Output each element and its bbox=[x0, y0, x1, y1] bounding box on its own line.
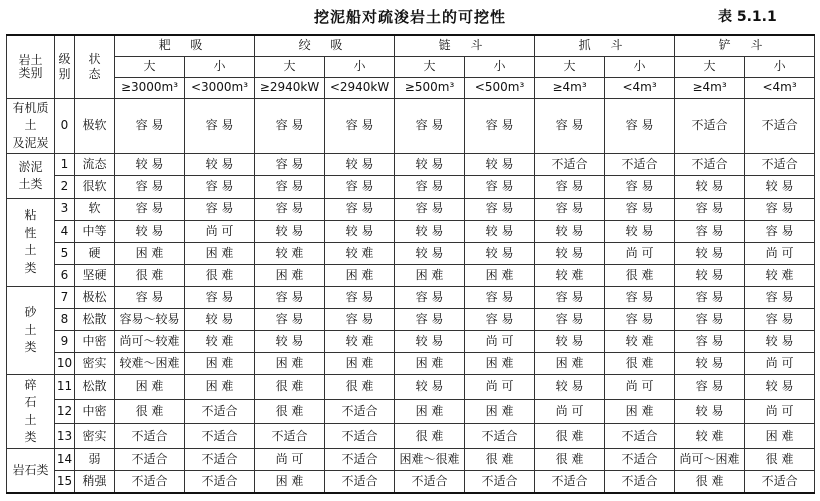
rating-cell: 不适合 bbox=[325, 399, 395, 424]
rating-cell: 容 易 bbox=[395, 198, 465, 220]
rating-cell: 较 易 bbox=[115, 154, 185, 176]
table-row bbox=[7, 308, 815, 330]
rating-cell: 容 易 bbox=[535, 286, 605, 308]
rating-cell: 容 易 bbox=[115, 286, 185, 308]
rating-cell: 不适合 bbox=[115, 449, 185, 471]
rating-cell: 尚可～困难 bbox=[675, 449, 745, 471]
category-label-line: 淤泥 bbox=[18, 159, 43, 174]
rating-cell: 困 难 bbox=[465, 352, 535, 374]
rating-cell: 较 难 bbox=[745, 264, 815, 286]
state-cell: 密实 bbox=[75, 352, 115, 374]
rating-cell: 不适合 bbox=[745, 154, 815, 176]
dredger-group-4: 铲 斗 bbox=[675, 35, 815, 56]
state-cell: 很软 bbox=[75, 176, 115, 198]
state-cell: 松散 bbox=[75, 308, 115, 330]
rating-cell: 较 易 bbox=[675, 242, 745, 264]
state-cell: 松散 bbox=[75, 375, 115, 400]
rating-cell: 容 易 bbox=[395, 308, 465, 330]
rating-cell: 容 易 bbox=[185, 286, 255, 308]
rating-cell: 容 易 bbox=[535, 176, 605, 198]
rating-cell: 容 易 bbox=[255, 198, 325, 220]
dredger-group-3: 抓 斗 bbox=[535, 35, 675, 56]
rating-cell: 较 易 bbox=[675, 352, 745, 374]
rating-cell: 容 易 bbox=[255, 286, 325, 308]
state-cell: 弱 bbox=[75, 449, 115, 471]
header-category bbox=[7, 35, 55, 98]
rating-cell: 较 易 bbox=[185, 154, 255, 176]
rating-cell: 容 易 bbox=[395, 286, 465, 308]
rating-cell: 较 易 bbox=[185, 308, 255, 330]
rating-cell: 不适合 bbox=[745, 471, 815, 493]
rating-cell: 较 易 bbox=[255, 330, 325, 352]
rating-cell: 较 难 bbox=[325, 330, 395, 352]
rating-cell: 较 易 bbox=[465, 154, 535, 176]
rating-cell: 不适合 bbox=[325, 424, 395, 449]
rating-cell: 困 难 bbox=[325, 352, 395, 374]
dredger-spec-0-1: <3000m³ bbox=[185, 77, 255, 98]
table-body bbox=[7, 98, 815, 493]
category-label bbox=[11, 462, 51, 479]
rating-cell: 困难～很难 bbox=[395, 449, 465, 471]
dredger-spec-2-0: ≥500m³ bbox=[395, 77, 465, 98]
state-cell: 极软 bbox=[75, 98, 115, 154]
rating-cell: 不适合 bbox=[675, 98, 745, 154]
rating-cell: 容 易 bbox=[255, 308, 325, 330]
table-row bbox=[7, 154, 815, 176]
category-label-line: 土 bbox=[24, 322, 37, 337]
dredger-spec-0-0: ≥3000m³ bbox=[115, 77, 185, 98]
category-label-line: 岩石类 bbox=[12, 462, 49, 477]
rating-cell: 不适合 bbox=[255, 424, 325, 449]
rating-cell: 容 易 bbox=[255, 154, 325, 176]
rating-cell: 不适合 bbox=[605, 424, 675, 449]
rating-cell: 容 易 bbox=[115, 176, 185, 198]
rating-cell: 很 难 bbox=[395, 424, 465, 449]
header-grade bbox=[55, 35, 75, 98]
category-label-line: 土类 bbox=[18, 176, 43, 191]
rating-cell: 很 难 bbox=[185, 264, 255, 286]
rating-cell: 不适合 bbox=[185, 449, 255, 471]
header-row-groups bbox=[7, 35, 815, 56]
table-row bbox=[7, 220, 815, 242]
grade-cell: 14 bbox=[55, 449, 75, 471]
rating-cell: 容 易 bbox=[325, 98, 395, 154]
rating-cell: 很 难 bbox=[535, 449, 605, 471]
rating-cell: 较 易 bbox=[675, 176, 745, 198]
rating-cell: 尚 可 bbox=[465, 330, 535, 352]
dredger-spec-4-1: <4m³ bbox=[745, 77, 815, 98]
rating-cell: 不适合 bbox=[605, 449, 675, 471]
category-label-line: 有机质 bbox=[12, 100, 49, 115]
rating-cell: 困 难 bbox=[185, 375, 255, 400]
rating-cell: 较 难 bbox=[255, 242, 325, 264]
category-label-line: 土 bbox=[24, 243, 37, 258]
grade-cell: 8 bbox=[55, 308, 75, 330]
rating-cell: 尚 可 bbox=[745, 352, 815, 374]
table-row bbox=[7, 176, 815, 198]
rating-cell: 容 易 bbox=[745, 308, 815, 330]
grade-cell: 0 bbox=[55, 98, 75, 154]
category-label-line: 类 bbox=[24, 260, 37, 275]
rating-cell: 很 难 bbox=[255, 399, 325, 424]
table-title: 挖泥船对疏浚岩土的可挖性 bbox=[313, 8, 506, 26]
rating-cell: 容 易 bbox=[325, 176, 395, 198]
grade-cell: 9 bbox=[55, 330, 75, 352]
rating-cell: 容 易 bbox=[465, 198, 535, 220]
rating-cell: 尚 可 bbox=[605, 242, 675, 264]
dredger-size-1-1: 小 bbox=[325, 56, 395, 77]
category-cell bbox=[7, 198, 55, 286]
rating-cell: 很 难 bbox=[115, 399, 185, 424]
rating-cell: 困 难 bbox=[325, 264, 395, 286]
rating-cell: 较 易 bbox=[255, 220, 325, 242]
category-label bbox=[11, 100, 51, 152]
category-label-line: 性 bbox=[24, 225, 37, 240]
rating-cell: 尚 可 bbox=[745, 399, 815, 424]
rating-cell: 容 易 bbox=[745, 220, 815, 242]
rating-cell: 很 难 bbox=[465, 449, 535, 471]
rating-cell: 容 易 bbox=[185, 98, 255, 154]
state-cell: 流态 bbox=[75, 154, 115, 176]
rating-cell: 尚 可 bbox=[535, 399, 605, 424]
rating-cell: 容 易 bbox=[535, 198, 605, 220]
category-label-line: 砂 bbox=[24, 305, 37, 320]
header-row-sizes bbox=[7, 56, 815, 77]
rating-cell: 困 难 bbox=[115, 375, 185, 400]
rating-cell: 很 难 bbox=[675, 471, 745, 493]
dredger-spec-4-0: ≥4m³ bbox=[675, 77, 745, 98]
rating-cell: 尚 可 bbox=[745, 242, 815, 264]
rating-cell: 不适合 bbox=[465, 471, 535, 493]
rating-cell: 容 易 bbox=[395, 176, 465, 198]
grade-cell: 10 bbox=[55, 352, 75, 374]
rating-cell: 很 难 bbox=[535, 424, 605, 449]
rating-cell: 较 难 bbox=[535, 264, 605, 286]
rating-cell: 容 易 bbox=[465, 286, 535, 308]
rating-cell: 容 易 bbox=[465, 308, 535, 330]
table-row bbox=[7, 198, 815, 220]
table-row bbox=[7, 352, 815, 374]
grade-cell: 2 bbox=[55, 176, 75, 198]
rating-cell: 较 易 bbox=[745, 375, 815, 400]
category-cell bbox=[7, 449, 55, 493]
grade-cell: 12 bbox=[55, 399, 75, 424]
rating-cell: 较 易 bbox=[395, 330, 465, 352]
table-row bbox=[7, 449, 815, 471]
table-header bbox=[7, 35, 815, 98]
rating-cell: 容 易 bbox=[675, 220, 745, 242]
rating-cell: 较 难 bbox=[325, 242, 395, 264]
category-label-line: 碎 bbox=[24, 377, 37, 392]
state-cell: 中等 bbox=[75, 220, 115, 242]
rating-cell: 容 易 bbox=[325, 198, 395, 220]
rating-cell: 很 难 bbox=[255, 375, 325, 400]
table-row bbox=[7, 424, 815, 449]
rating-cell: 较 难 bbox=[185, 330, 255, 352]
rating-cell: 容 易 bbox=[535, 308, 605, 330]
rating-cell: 较 易 bbox=[675, 399, 745, 424]
rating-cell: 困 难 bbox=[255, 352, 325, 374]
dredger-group-1: 绞 吸 bbox=[255, 35, 395, 56]
rating-cell: 很 难 bbox=[605, 352, 675, 374]
category-label bbox=[11, 159, 51, 194]
category-cell bbox=[7, 154, 55, 198]
state-cell: 硬 bbox=[75, 242, 115, 264]
category-label-line: 及泥炭 bbox=[12, 135, 49, 150]
header-grade-label: 级别 bbox=[58, 52, 71, 81]
grade-cell: 13 bbox=[55, 424, 75, 449]
state-cell: 极松 bbox=[75, 286, 115, 308]
rating-cell: 容 易 bbox=[465, 176, 535, 198]
dredger-size-0-1: 小 bbox=[185, 56, 255, 77]
rating-cell: 较难～困难 bbox=[115, 352, 185, 374]
rating-cell: 较 易 bbox=[535, 330, 605, 352]
state-cell: 密实 bbox=[75, 424, 115, 449]
category-label-line: 土 bbox=[24, 118, 37, 133]
rating-cell: 困 难 bbox=[395, 264, 465, 286]
dredger-group-2: 链 斗 bbox=[395, 35, 535, 56]
rating-cell: 容易～较易 bbox=[115, 308, 185, 330]
dredger-spec-3-0: ≥4m³ bbox=[535, 77, 605, 98]
rating-cell: 困 难 bbox=[535, 352, 605, 374]
rating-cell: 较 易 bbox=[395, 375, 465, 400]
rating-cell: 不适合 bbox=[535, 154, 605, 176]
dredger-size-3-0: 大 bbox=[535, 56, 605, 77]
rating-cell: 容 易 bbox=[605, 176, 675, 198]
dredger-group-0: 耙 吸 bbox=[115, 35, 255, 56]
rating-cell: 不适合 bbox=[395, 471, 465, 493]
rating-cell: 容 易 bbox=[465, 98, 535, 154]
excavatability-table bbox=[6, 34, 815, 494]
rating-cell: 容 易 bbox=[675, 286, 745, 308]
rating-cell: 不适合 bbox=[535, 471, 605, 493]
rating-cell: 容 易 bbox=[325, 308, 395, 330]
rating-cell: 容 易 bbox=[115, 198, 185, 220]
category-label bbox=[11, 304, 51, 356]
rating-cell: 容 易 bbox=[535, 98, 605, 154]
header-category-label: 岩土类别 bbox=[18, 52, 43, 80]
category-label-line: 粘 bbox=[24, 208, 37, 223]
grade-cell: 15 bbox=[55, 471, 75, 493]
rating-cell: 困 难 bbox=[465, 264, 535, 286]
rating-cell: 容 易 bbox=[605, 286, 675, 308]
dredger-size-4-1: 小 bbox=[745, 56, 815, 77]
grade-cell: 4 bbox=[55, 220, 75, 242]
rating-cell: 困 难 bbox=[115, 242, 185, 264]
rating-cell: 困 难 bbox=[395, 399, 465, 424]
rating-cell: 容 易 bbox=[255, 176, 325, 198]
state-cell: 坚硬 bbox=[75, 264, 115, 286]
header-state-label: 状态 bbox=[88, 52, 101, 81]
rating-cell: 不适合 bbox=[115, 424, 185, 449]
rating-cell: 尚可～较难 bbox=[115, 330, 185, 352]
dredger-size-4-0: 大 bbox=[675, 56, 745, 77]
table-row bbox=[7, 264, 815, 286]
grade-cell: 6 bbox=[55, 264, 75, 286]
grade-cell: 7 bbox=[55, 286, 75, 308]
dredger-spec-1-1: <2940kW bbox=[325, 77, 395, 98]
category-label bbox=[11, 377, 51, 447]
rating-cell: 容 易 bbox=[605, 98, 675, 154]
dredger-size-0-0: 大 bbox=[115, 56, 185, 77]
dredger-spec-3-1: <4m³ bbox=[605, 77, 675, 98]
rating-cell: 容 易 bbox=[675, 308, 745, 330]
table-row bbox=[7, 286, 815, 308]
rating-cell: 容 易 bbox=[675, 330, 745, 352]
rating-cell: 尚 可 bbox=[185, 220, 255, 242]
category-label-line: 土 bbox=[24, 412, 37, 427]
state-cell: 稍强 bbox=[75, 471, 115, 493]
rating-cell: 困 难 bbox=[395, 352, 465, 374]
rating-cell: 不适合 bbox=[185, 424, 255, 449]
rating-cell: 不适合 bbox=[185, 399, 255, 424]
rating-cell: 容 易 bbox=[675, 375, 745, 400]
grade-cell: 1 bbox=[55, 154, 75, 176]
state-cell: 中密 bbox=[75, 330, 115, 352]
state-cell: 软 bbox=[75, 198, 115, 220]
rating-cell: 不适合 bbox=[605, 471, 675, 493]
rating-cell: 困 难 bbox=[465, 399, 535, 424]
rating-cell: 较 易 bbox=[325, 154, 395, 176]
rating-cell: 困 难 bbox=[255, 264, 325, 286]
table-row bbox=[7, 399, 815, 424]
table-number: 表 5.1.1 bbox=[718, 9, 777, 25]
rating-cell: 较 易 bbox=[115, 220, 185, 242]
category-label-line: 类 bbox=[24, 429, 37, 444]
rating-cell: 较 易 bbox=[465, 242, 535, 264]
rating-cell: 容 易 bbox=[255, 98, 325, 154]
header-state bbox=[75, 35, 115, 98]
rating-cell: 尚 可 bbox=[465, 375, 535, 400]
rating-cell: 较 易 bbox=[535, 242, 605, 264]
rating-cell: 很 难 bbox=[745, 449, 815, 471]
rating-cell: 很 难 bbox=[325, 375, 395, 400]
dredger-spec-1-0: ≥2940kW bbox=[255, 77, 325, 98]
rating-cell: 容 易 bbox=[185, 176, 255, 198]
rating-cell: 较 易 bbox=[325, 220, 395, 242]
rating-cell: 容 易 bbox=[325, 286, 395, 308]
category-cell bbox=[7, 286, 55, 374]
category-label-line: 类 bbox=[24, 340, 37, 355]
rating-cell: 很 难 bbox=[115, 264, 185, 286]
rating-cell: 较 易 bbox=[745, 176, 815, 198]
dredger-size-1-0: 大 bbox=[255, 56, 325, 77]
rating-cell: 较 易 bbox=[395, 154, 465, 176]
rating-cell: 不适合 bbox=[675, 154, 745, 176]
rating-cell: 较 易 bbox=[395, 220, 465, 242]
rating-cell: 困 难 bbox=[185, 352, 255, 374]
rating-cell: 较 难 bbox=[605, 330, 675, 352]
rating-cell: 容 易 bbox=[395, 98, 465, 154]
category-label bbox=[11, 207, 51, 277]
rating-cell: 较 易 bbox=[395, 242, 465, 264]
rating-cell: 较 易 bbox=[605, 220, 675, 242]
state-cell: 中密 bbox=[75, 399, 115, 424]
rating-cell: 尚 可 bbox=[255, 449, 325, 471]
rating-cell: 困 难 bbox=[185, 242, 255, 264]
rating-cell: 容 易 bbox=[185, 198, 255, 220]
table-row bbox=[7, 375, 815, 400]
rating-cell: 困 难 bbox=[745, 424, 815, 449]
rating-cell: 不适合 bbox=[325, 449, 395, 471]
rating-cell: 较 易 bbox=[465, 220, 535, 242]
category-cell bbox=[7, 375, 55, 449]
rating-cell: 容 易 bbox=[745, 198, 815, 220]
rating-cell: 不适合 bbox=[745, 98, 815, 154]
rating-cell: 容 易 bbox=[675, 198, 745, 220]
header-row-specs bbox=[7, 77, 815, 98]
rating-cell: 容 易 bbox=[745, 286, 815, 308]
table-row bbox=[7, 330, 815, 352]
rating-cell: 不适合 bbox=[325, 471, 395, 493]
dredger-size-3-1: 小 bbox=[605, 56, 675, 77]
rating-cell: 不适合 bbox=[185, 471, 255, 493]
rating-cell: 困 难 bbox=[605, 399, 675, 424]
rating-cell: 不适合 bbox=[115, 471, 185, 493]
grade-cell: 3 bbox=[55, 198, 75, 220]
grade-cell: 11 bbox=[55, 375, 75, 400]
table-row bbox=[7, 471, 815, 493]
rating-cell: 很 难 bbox=[605, 264, 675, 286]
grade-cell: 5 bbox=[55, 242, 75, 264]
rating-cell: 较 易 bbox=[675, 264, 745, 286]
rating-cell: 不适合 bbox=[605, 154, 675, 176]
rating-cell: 不适合 bbox=[465, 424, 535, 449]
table-row bbox=[7, 242, 815, 264]
category-cell bbox=[7, 98, 55, 154]
rating-cell: 容 易 bbox=[605, 198, 675, 220]
category-label-line: 石 bbox=[24, 395, 37, 410]
table-row bbox=[7, 98, 815, 154]
rating-cell: 困 难 bbox=[255, 471, 325, 493]
rating-cell: 容 易 bbox=[115, 98, 185, 154]
rating-cell: 较 难 bbox=[675, 424, 745, 449]
rating-cell: 较 易 bbox=[745, 330, 815, 352]
rating-cell: 尚 可 bbox=[605, 375, 675, 400]
rating-cell: 容 易 bbox=[605, 308, 675, 330]
dredger-spec-2-1: <500m³ bbox=[465, 77, 535, 98]
rating-cell: 较 易 bbox=[535, 375, 605, 400]
dredger-size-2-1: 小 bbox=[465, 56, 535, 77]
dredger-size-2-0: 大 bbox=[395, 56, 465, 77]
rating-cell: 较 易 bbox=[535, 220, 605, 242]
